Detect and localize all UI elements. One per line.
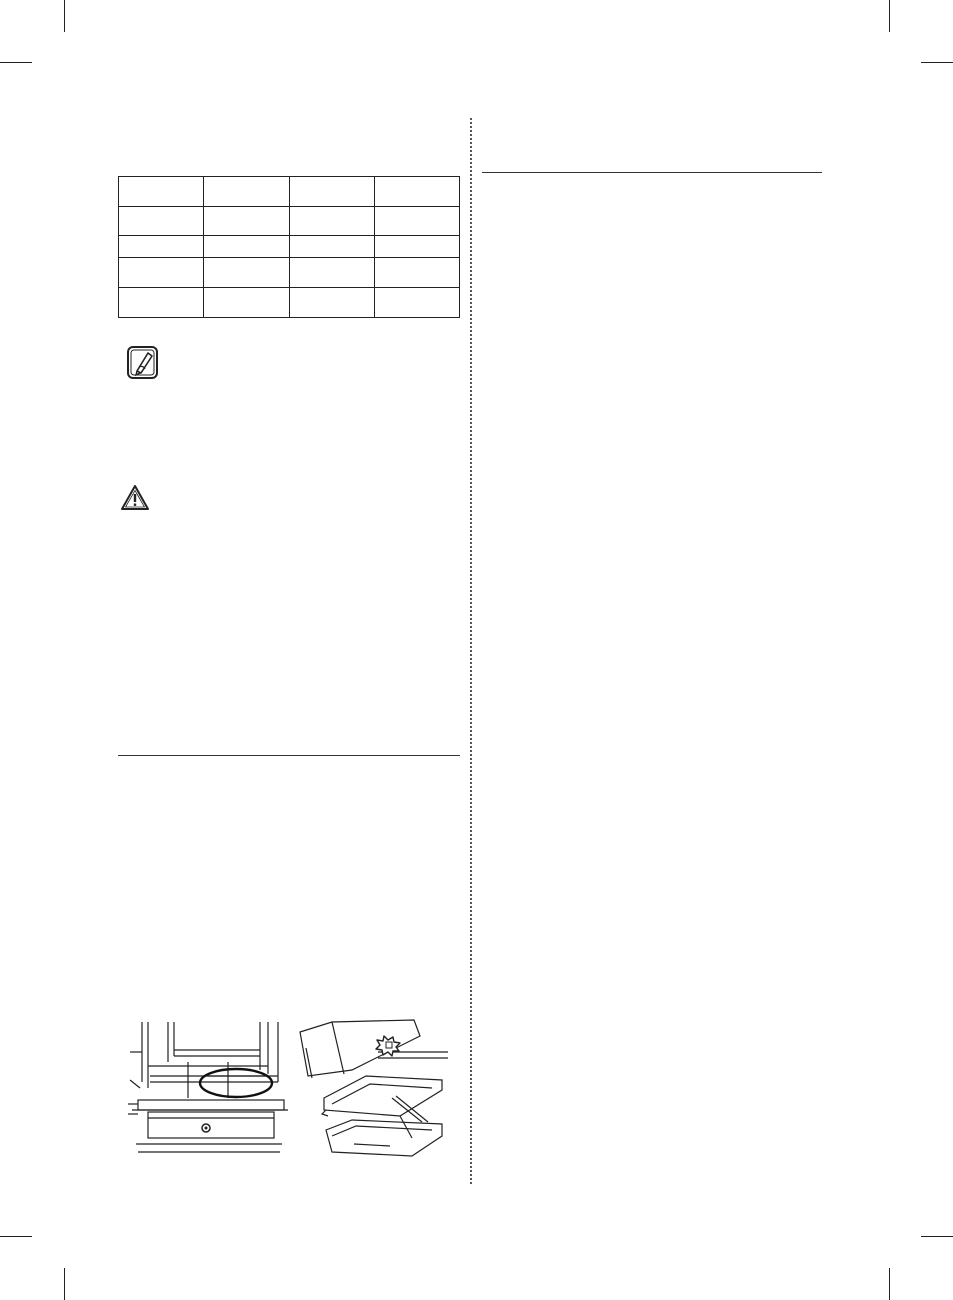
spec-table — [118, 176, 460, 318]
crop-mark-top-right-h — [921, 62, 953, 63]
table-cell — [374, 177, 459, 207]
crop-mark-bottom-right-h — [921, 1236, 953, 1237]
table-row — [119, 177, 460, 207]
warning-triangle-icon — [120, 484, 150, 511]
crop-mark-bottom-left-h — [0, 1236, 32, 1237]
table-cell — [289, 288, 374, 318]
crop-mark-top-right-v — [889, 0, 890, 32]
table-cell — [289, 177, 374, 207]
table-cell — [119, 207, 204, 236]
table-cell — [204, 236, 289, 258]
note-pencil-icon — [126, 345, 160, 381]
illustration-drawer-rail — [128, 1022, 290, 1158]
table-cell — [374, 288, 459, 318]
table-cell — [204, 207, 289, 236]
table-cell — [289, 207, 374, 236]
table-row — [119, 207, 460, 236]
crop-mark-top-left-v — [64, 0, 65, 32]
column-divider — [470, 118, 472, 1184]
section-rule-right — [482, 172, 822, 173]
table-cell — [119, 177, 204, 207]
table-cell — [374, 207, 459, 236]
crop-mark-bottom-left-v — [64, 1268, 65, 1300]
table-row — [119, 288, 460, 318]
crop-mark-bottom-right-v — [889, 1268, 890, 1300]
table-cell — [374, 258, 459, 288]
table-cell — [204, 177, 289, 207]
table-cell — [119, 236, 204, 258]
table-row — [119, 258, 460, 288]
table-cell — [119, 288, 204, 318]
crop-mark-top-left-h — [0, 62, 32, 63]
table-row — [119, 236, 460, 258]
table-cell — [119, 258, 204, 288]
table-cell — [289, 236, 374, 258]
table-cell — [204, 288, 289, 318]
table-cell — [289, 258, 374, 288]
table-cell — [204, 258, 289, 288]
table-cell — [374, 236, 459, 258]
section-rule-left — [118, 755, 460, 756]
illustration-drawer-removal — [292, 1018, 452, 1160]
